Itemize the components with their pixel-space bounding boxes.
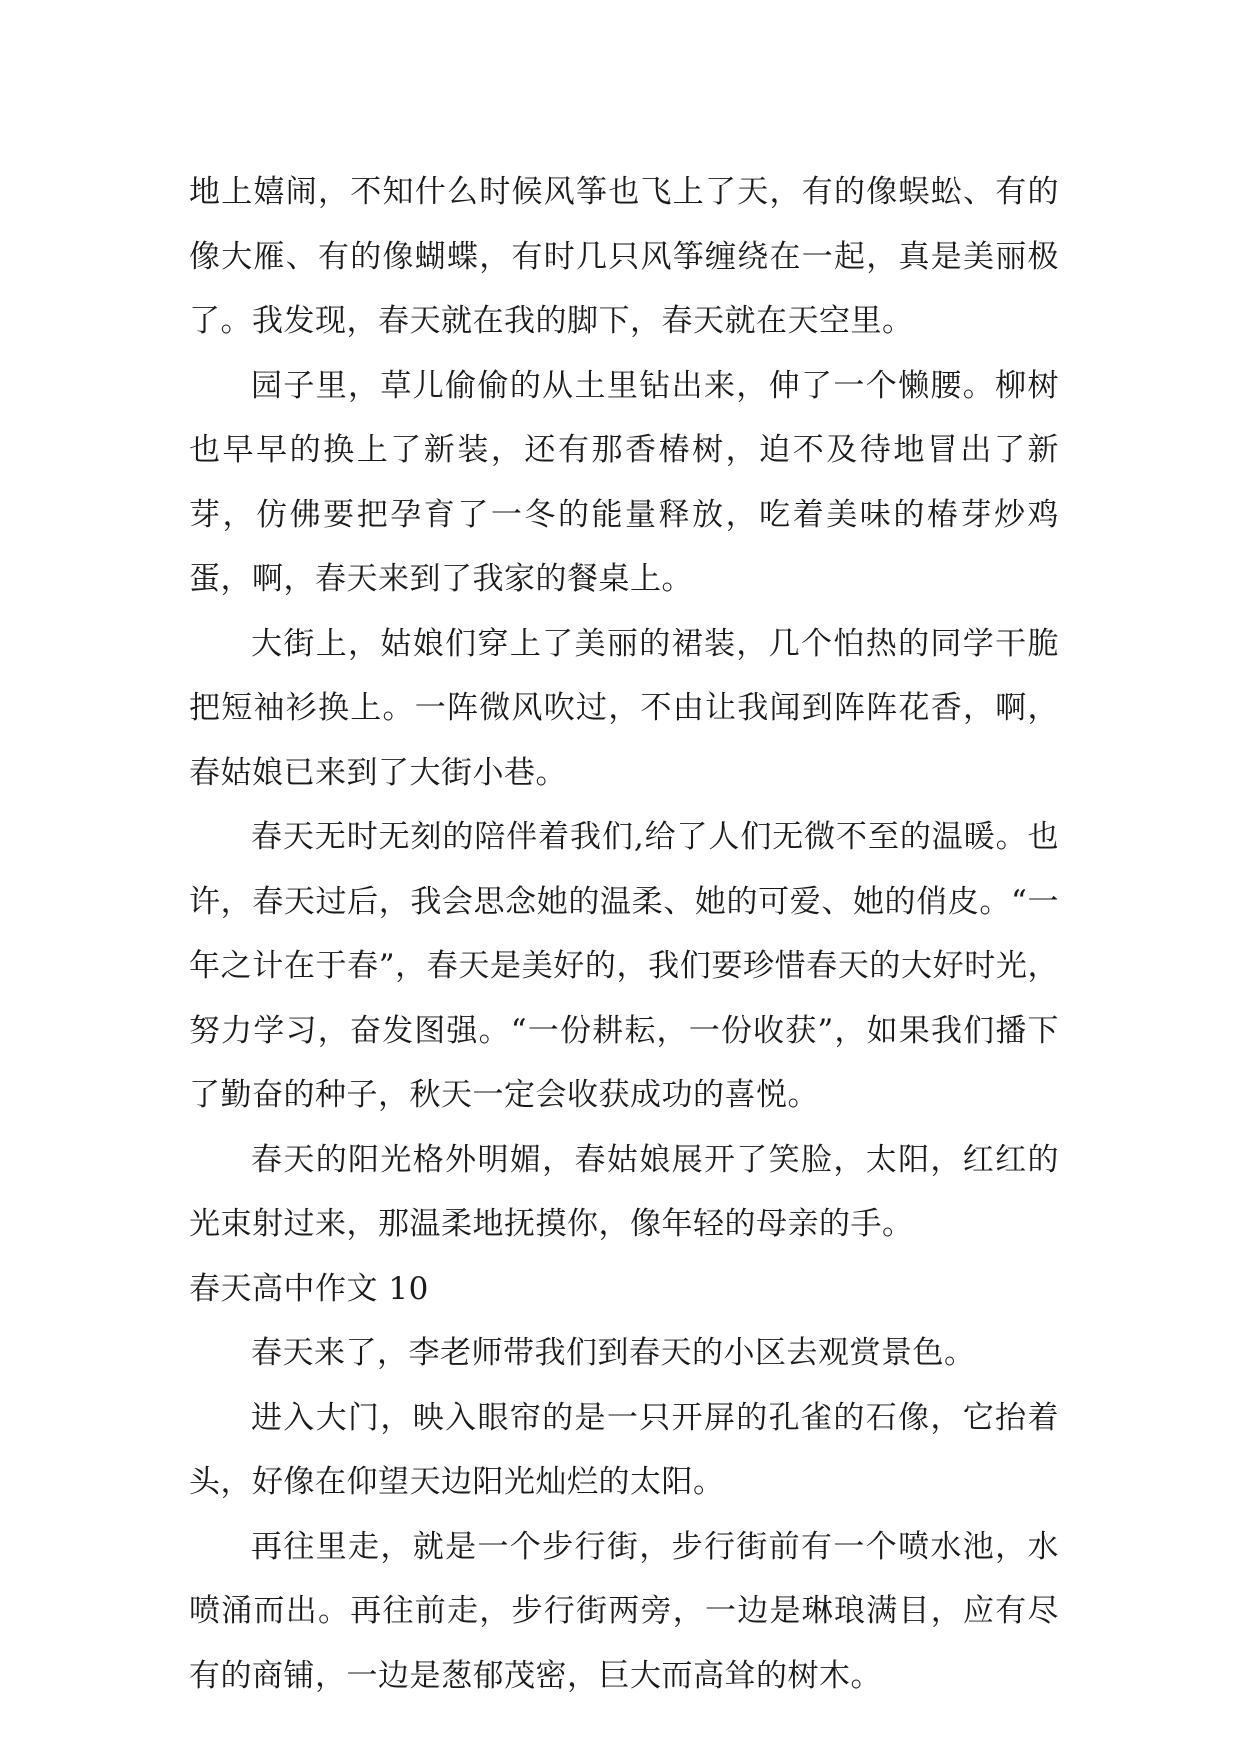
paragraph: 春天无时无刻的陪伴着我们,给了人们无微不至的温暖。也许，春天过后，我会思念她的温柔、她的可爱、她的俏皮。“一年之计在于春”，春天是美好的，我们要珍惜春天的大好时光，努力学习，奋发图强。“一份耕耘，一份收获”，如果我们播下了勤奋的种子，秋天一定会收获成功的喜悦。 [189, 819, 1059, 1113]
paragraph: 地上嬉闹，不知什么时候风筝也飞上了天，有的像蜈蚣、有的像大雁、有的像蝴蝶，有时几只风筝缠绕在一起，真是美丽极了。我发现，春天就在我的脚下，春天就在天空里。 [189, 174, 1059, 339]
paragraph: 进入大门，映入眼帘的是一只开屏的孔雀的石像，它抬着头，好像在仰望天边阳光灿烂的太阳。 [189, 1399, 1059, 1500]
document-body [189, 160, 1059, 1708]
paragraph: 再往里走，就是一个步行街，步行街前有一个喷水池，水喷涌而出。再往前走，步行街两旁，一边是琳琅满目，应有尽有的商铺，一边是葱郁茂密，巨大而高耸的树木。 [189, 1528, 1059, 1694]
paragraph: 园子里，草儿偷偷的从土里钻出来，伸了一个懒腰。柳树也早早的换上了新装，还有那香椿树，迫不及待地冒出了新芽，仿佛要把孕育了一冬的能量释放，吃着美味的椿芽炒鸡蛋，啊，春天来到了我家的餐桌上。 [189, 367, 1059, 597]
paragraph: 春天来了，李老师带我们到春天的小区去观赏景色。 [251, 1335, 976, 1371]
paragraph: 大街上，姑娘们穿上了美丽的裙装，几个怕热的同学干脆把短袖衫换上。一阵微风吹过，不由让我闻到阵阵花香，啊，春姑娘已来到了大街小巷。 [189, 625, 1059, 791]
paragraph: 春天的阳光格外明媚，春姑娘展开了笑脸，太阳，红红的光束射过来，那温柔地抚摸你，像年轻的母亲的手。 [189, 1141, 1059, 1242]
section-heading: 春天高中作文 10 [189, 1270, 429, 1307]
